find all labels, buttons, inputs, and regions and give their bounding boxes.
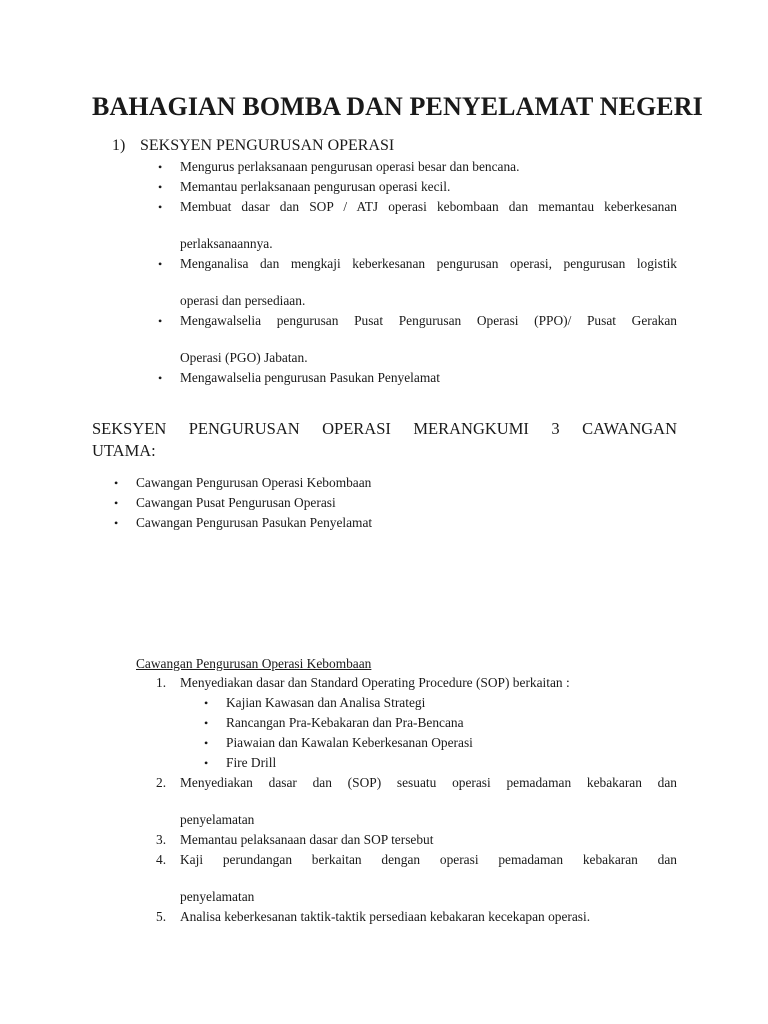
section-title: SEKSYEN PENGURUSAN OPERASI [140, 137, 395, 154]
bullet-icon: • [204, 736, 209, 750]
numbered-item [156, 907, 677, 927]
page-title: BAHAGIAN BOMBA DAN PENYELAMAT NEGERI [92, 92, 703, 121]
bullet-icon: • [158, 180, 163, 194]
list-item-text: Cawangan Pengurusan Operasi Kebombaan [136, 475, 372, 490]
summary-heading [92, 418, 677, 462]
summary-heading-line: UTAMA: [92, 441, 156, 460]
item-text: Menyediakan dasar dan (SOP) sesuatu operasi pemadaman kebakaran dan [180, 775, 677, 790]
list-item-text: Menganalisa dan mengkaji keberkesanan pengurusan operasi, pengurusan logistik [180, 256, 677, 271]
summary-heading-line: SEKSYEN PENGURUSAN OPERASI MERANGKUMI 3 CAWANGAN [92, 419, 677, 438]
list-item [114, 493, 656, 513]
item-text: Menyediakan dasar dan Standard Operating Procedure (SOP) berkaitan : [180, 675, 570, 690]
list-item-continuation: Operasi (PGO) Jabatan. [180, 350, 308, 365]
section-duties-list [158, 157, 677, 388]
item-continuation: penyelamatan [180, 812, 255, 827]
list-item [114, 473, 656, 493]
section-heading [112, 137, 394, 155]
bullet-icon: • [158, 200, 163, 214]
list-item-text: Cawangan Pusat Pengurusan Operasi [136, 495, 336, 510]
item-text: Memantau pelaksanaan dasar dan SOP tersebut [180, 832, 434, 847]
sub-list [180, 693, 677, 773]
list-item-text: Cawangan Pengurusan Pasukan Penyelamat [136, 515, 373, 530]
sub-item-text: Rancangan Pra-Kebakaran dan Pra-Bencana [226, 715, 464, 730]
list-item [114, 513, 656, 533]
list-item [158, 254, 677, 311]
branch-list [114, 473, 656, 533]
section-number: 1) [112, 137, 126, 154]
bullet-icon: • [158, 371, 163, 385]
sub-item-text: Piawaian dan Kawalan Keberkesanan Operasi [226, 735, 473, 750]
sub-item [204, 733, 677, 753]
bullet-icon: • [114, 516, 119, 530]
sub-item [204, 693, 677, 713]
sub-item-text: Fire Drill [226, 755, 277, 770]
list-item-text: Membuat dasar dan SOP / ATJ operasi kebombaan dan memantau keberkesanan [180, 199, 677, 214]
list-item [158, 197, 677, 254]
item-number: 2. [156, 775, 167, 790]
numbered-item [156, 850, 677, 907]
item-continuation: penyelamatan [180, 889, 255, 904]
list-item-continuation: operasi dan persediaan. [180, 293, 306, 308]
bullet-icon: • [204, 716, 209, 730]
item-number: 4. [156, 852, 167, 867]
numbered-item [156, 673, 677, 773]
numbered-item [156, 830, 677, 850]
branch-heading: Cawangan Pengurusan Operasi Kebombaan [136, 656, 372, 671]
list-item [158, 157, 677, 177]
bullet-icon: • [204, 756, 209, 770]
item-number: 3. [156, 832, 167, 847]
list-item-text: Mengurus perlaksanaan pengurusan operasi besar dan bencana. [180, 159, 520, 174]
bullet-icon: • [158, 160, 163, 174]
sub-item-text: Kajian Kawasan dan Analisa Strategi [226, 695, 426, 710]
branch-duties-list [156, 673, 677, 927]
list-item-text: Mengawalselia pengurusan Pasukan Penyelamat [180, 370, 440, 385]
list-item [158, 177, 677, 197]
bullet-icon: • [204, 696, 209, 710]
list-item-text: Memantau perlaksanaan pengurusan operasi kecil. [180, 179, 451, 194]
sub-item [204, 713, 677, 733]
item-text: Analisa keberkesanan taktik-taktik persediaan kebakaran kecekapan operasi. [180, 909, 591, 924]
list-item-continuation: perlaksanaannya. [180, 236, 273, 251]
list-item [158, 311, 677, 368]
sub-item [204, 753, 677, 773]
bullet-icon: • [114, 496, 119, 510]
numbered-item [156, 773, 677, 830]
bullet-icon: • [158, 314, 163, 328]
list-item-text: Mengawalselia pengurusan Pusat Pengurusan Operasi (PPO)/ Pusat Gerakan [180, 313, 677, 328]
bullet-icon: • [158, 257, 163, 271]
item-text: Kaji perundangan berkaitan dengan operasi pemadaman kebakaran dan [180, 852, 677, 867]
list-item [158, 368, 677, 388]
item-number: 5. [156, 909, 167, 924]
item-number: 1. [156, 675, 167, 690]
bullet-icon: • [114, 476, 119, 490]
